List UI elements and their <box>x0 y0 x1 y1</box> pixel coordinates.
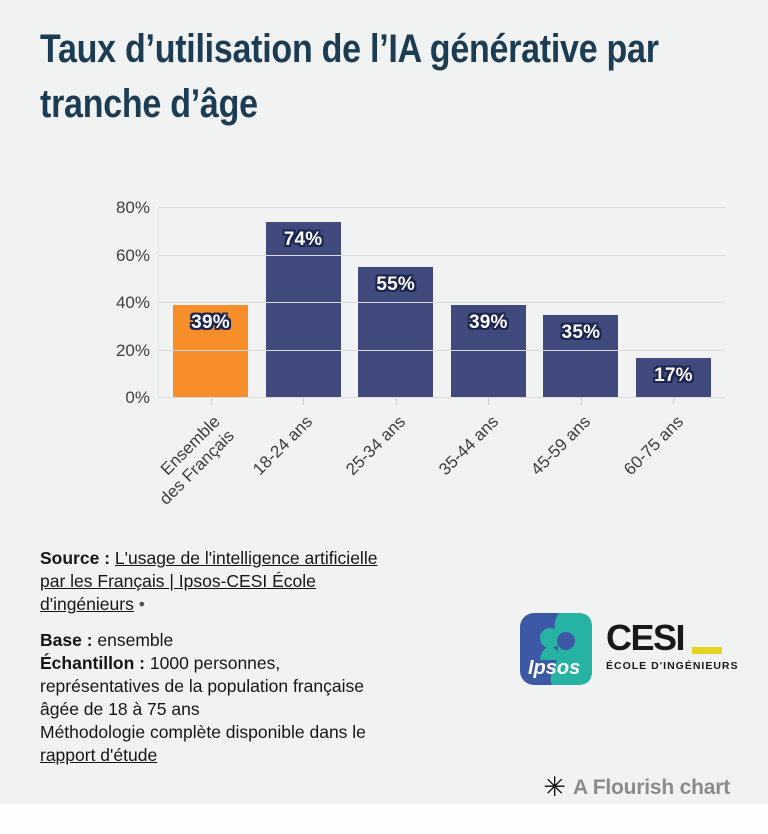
methodology-text: Méthodologie complète disponible dans le <box>40 722 366 742</box>
ipsos-face-left-icon <box>540 628 560 648</box>
cesi-logo-subtext: ÉCOLE D'INGÉNIEURS <box>606 660 739 672</box>
base-value: ensemble <box>97 630 174 650</box>
bar[interactable] <box>358 267 433 398</box>
x-category-label: Ensemble des Français <box>156 412 239 509</box>
ipsos-logo <box>520 613 592 685</box>
y-axis-tick-label: 40% <box>115 293 150 312</box>
bar-slot <box>342 208 433 479</box>
bar[interactable] <box>266 222 341 398</box>
x-axis-tick <box>673 398 674 405</box>
x-axis-tick <box>303 398 304 405</box>
x-category-label: 35-44 ans <box>434 412 502 479</box>
gridline <box>159 350 725 351</box>
flourish-icon: ✳ <box>543 772 566 802</box>
bar[interactable] <box>173 305 248 398</box>
bars <box>156 208 725 509</box>
x-axis-tick <box>581 398 582 405</box>
methodology-line <box>40 721 378 767</box>
bar-value-label: 39% <box>191 312 230 334</box>
x-axis-tick <box>488 398 489 405</box>
gridline <box>159 302 725 303</box>
bar-value-label: 39% <box>468 312 508 334</box>
ipsos-logo-text: Ipsos <box>528 657 581 679</box>
y-axis-tick-label: 80% <box>115 198 150 217</box>
cesi-logo <box>606 617 739 672</box>
bar-value-label: 35% <box>561 321 601 343</box>
gridline <box>159 207 725 208</box>
y-axis-tick-label: 60% <box>115 245 150 265</box>
source-separator: • <box>138 594 145 614</box>
bar-value-label: 74% <box>283 229 323 251</box>
methodology-link[interactable]: rapport d'étude <box>40 745 158 765</box>
source-link[interactable]: L'usage de l'intelligence artificielle par les Français | Ipsos-CESI École d'ingénieurs <box>40 548 378 614</box>
sample-text: 1000 personnes, représentatives de la population française âgée de 18 à 75 ans <box>40 653 364 719</box>
source-block <box>40 547 378 616</box>
x-axis-tick <box>211 398 212 405</box>
plot-area <box>115 198 725 509</box>
sample-label: Échantillon : <box>40 653 145 673</box>
x-category-label: 25-34 ans <box>342 412 410 479</box>
x-category-label: 18-24 ans <box>249 412 317 479</box>
bar[interactable] <box>451 305 526 398</box>
gridline <box>159 255 725 256</box>
flourish-attribution-text: A Flourish chart <box>572 775 730 799</box>
bar[interactable] <box>543 315 618 398</box>
base-label: Base : <box>40 630 93 650</box>
bar[interactable] <box>636 358 711 398</box>
bar-value-label: 17% <box>654 364 693 386</box>
bar-slot <box>249 208 341 479</box>
bar-slot <box>434 208 526 479</box>
chart-title: Taux d’utilisation de l’IA générative par tranche d’âge <box>40 27 659 127</box>
x-category-label: 60-75 ans <box>619 412 687 479</box>
cesi-underscore-icon <box>692 647 722 654</box>
gridline <box>159 397 725 398</box>
sample-line <box>40 652 378 721</box>
bar-value-label: 55% <box>376 274 415 296</box>
bar-slot <box>619 208 711 479</box>
source-label: Source : <box>40 548 111 568</box>
x-axis-tick <box>396 398 397 405</box>
y-axis-tick-label: 20% <box>115 340 150 360</box>
ipsos-face-right-icon <box>557 632 575 650</box>
base-line <box>40 629 378 652</box>
flourish-attribution[interactable] <box>543 774 730 801</box>
bottom-strip <box>0 804 768 834</box>
cesi-logo-text: CESI <box>606 617 685 658</box>
x-category-label: 45-59 ans <box>527 412 595 479</box>
bar-slot <box>527 208 618 479</box>
bar-slot <box>156 208 248 509</box>
notes-block <box>40 629 378 767</box>
y-axis-tick-label: 0% <box>125 388 150 407</box>
